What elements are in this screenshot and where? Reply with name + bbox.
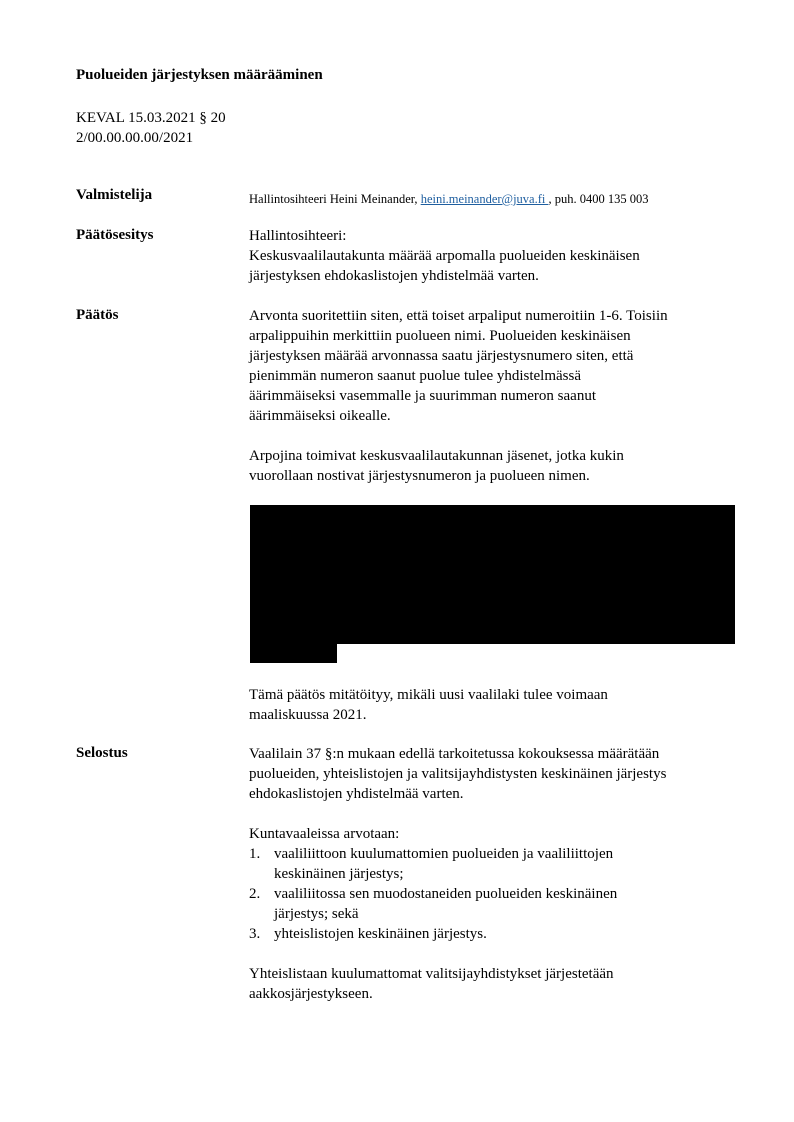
- label-paatosesitys: Päätösesitys: [76, 227, 154, 243]
- selostus-line: puolueiden, yhteislistojen ja valitsijayhdistysten keskinäinen järjestys: [249, 766, 667, 782]
- list-item-text: järjestys; sekä: [274, 906, 359, 922]
- paatos-line: järjestyksen määrää arvonnassa saatu järjestysnumero siten, että: [249, 348, 634, 364]
- meeting-reference: [76, 108, 226, 148]
- paatosesitys-content: [249, 226, 739, 286]
- list-item-text: vaaliliitossa sen muodostaneiden puolueiden keskinäinen: [274, 886, 618, 902]
- label-valmistelija: Valmistelija: [76, 187, 153, 203]
- redaction-block: [250, 644, 337, 663]
- paatos-line: maaliskuussa 2021.: [249, 707, 367, 723]
- preparer-email-link[interactable]: heini.meinander@juva.fi: [420, 192, 549, 206]
- paatosesitys-line: Hallintosihteeri:: [249, 228, 347, 244]
- paatos-line: äärimmäiseksi oikealle.: [249, 408, 391, 424]
- redaction-block: [250, 505, 735, 644]
- paatosesitys-line: Keskusvaalilautakunta määrää arpomalla puolueiden keskinäisen: [249, 248, 640, 264]
- list-item: [249, 844, 739, 884]
- selostus-content: [249, 744, 739, 1004]
- case-number-line: 2/00.00.00.00/2021: [76, 130, 194, 146]
- preparer-name: Hallintosihteeri Heini Meinander,: [249, 192, 421, 206]
- list-item-text: yhteislistojen keskinäinen järjestys.: [274, 926, 487, 942]
- paatos-line: Arvonta suoritettiin siten, että toiset arpaliput numeroitiin 1-6. Toisiin: [249, 308, 668, 324]
- valmistelija-content: [249, 189, 739, 209]
- paatos-line: vuorollaan nostivat järjestysnumeron ja puolueen nimen.: [249, 468, 590, 484]
- paatos-line: äärimmäiseksi vasemmalle ja suurimman numeron saanut: [249, 388, 596, 404]
- label-selostus: Selostus: [76, 745, 128, 761]
- paatos-line: pienimmän numeron saanut puolue tulee yhdistelmässä: [249, 368, 582, 384]
- list-number: 1.: [249, 846, 261, 862]
- selostus-line: Kuntavaaleissa arvotaan:: [249, 826, 400, 842]
- paatos-line: Tämä päätös mitätöityy, mikäli uusi vaalilaki tulee voimaan: [249, 687, 608, 703]
- list-item: [249, 924, 739, 944]
- paatos-line: arpalippuihin merkittiin puolueen nimi. Puolueiden keskinäisen: [249, 328, 631, 344]
- selostus-line: Vaalilain 37 §:n mukaan edellä tarkoitetussa kokouksessa määrätään: [249, 746, 660, 762]
- list-item-text: vaaliliittoon kuulumattomien puolueiden ja vaaliliittojen: [274, 846, 614, 862]
- label-paatos: Päätös: [76, 307, 119, 323]
- list-item-text: keskinäinen järjestys;: [274, 866, 404, 882]
- list-number: 2.: [249, 886, 261, 902]
- numbered-list: [249, 844, 739, 944]
- preparer-phone: , puh. 0400 135 003: [548, 192, 649, 206]
- paatos-line: Arpojina toimivat keskusvaalilautakunnan jäsenet, jotka kukin: [249, 448, 624, 464]
- meeting-date-line: KEVAL 15.03.2021 § 20: [76, 110, 226, 126]
- selostus-line: ehdokaslistojen yhdistelmää varten.: [249, 786, 464, 802]
- paatos-content: [249, 306, 739, 486]
- selostus-line: Yhteislistaan kuulumattomat valitsijayhdistykset järjestetään: [249, 966, 614, 982]
- document-title: Puolueiden järjestyksen määrääminen: [76, 67, 323, 83]
- list-item: [249, 884, 739, 924]
- paatos-note: [249, 685, 739, 725]
- list-number: 3.: [249, 926, 261, 942]
- paatosesitys-line: järjestyksen ehdokaslistojen yhdistelmää varten.: [249, 268, 539, 284]
- selostus-line: aakkosjärjestykseen.: [249, 986, 373, 1002]
